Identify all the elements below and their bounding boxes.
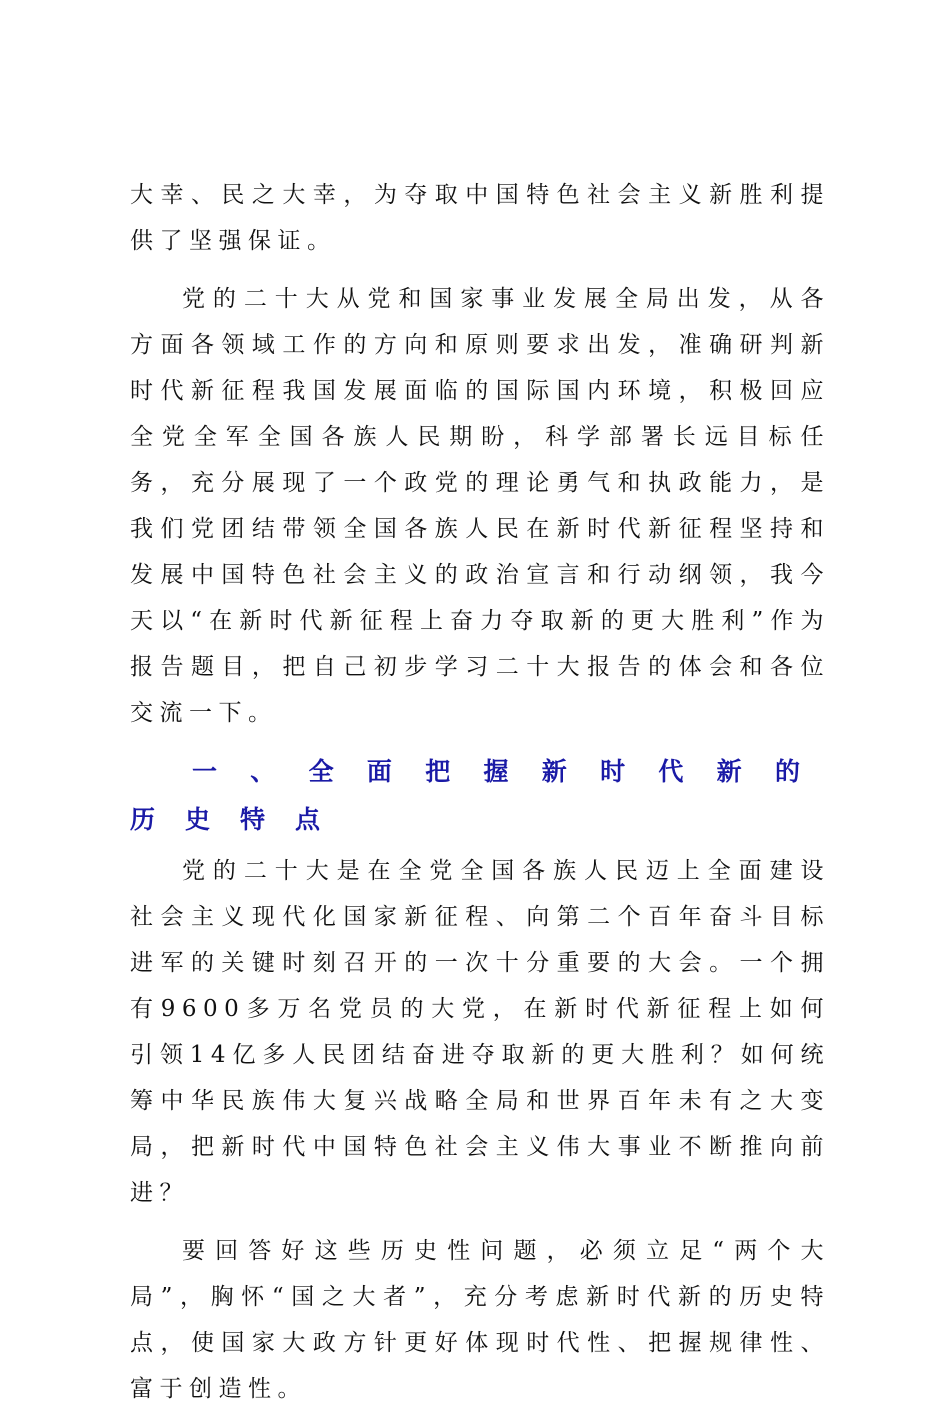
paragraph-2: 党的二十大从党和国家事业发展全局出发，从各方面各领域工作的方向和原则要求出发，准确研判新时代新征程我国发展面临的国际国内环境，积极回应全党全军全国各族人民期盼，科学部署长远目标任务，充分展现了一个政党的理论勇气和执政能力，是我们党团结带领全国各族人民在新时代新征程坚持和发展中国特色社会主义的政治宣言和行动纲领，我今天以“在新时代新征程上奋力夺取新的更大胜利”作为报告题目，把自己初步学习二十大报告的体会和各位交流一下。 bbox=[130, 286, 830, 726]
section-heading-1: 一、全面把握新时代新的历史特点 bbox=[130, 757, 830, 834]
paragraph-4: 要回答好这些历史性问题，必须立足“两个大局”，胸怀“国之大者”，充分考虑新时代新的历史特点，使国家大政方针更好体现时代性、把握规律性、富于创造性。 bbox=[130, 1238, 830, 1402]
document-page bbox=[130, 172, 830, 1412]
paragraph-continuation: 大幸、民之大幸，为夺取中国特色社会主义新胜利提供了坚强保证。 bbox=[130, 182, 830, 254]
paragraph-3: 党的二十大是在全党全国各族人民迈上全面建设社会主义现代化国家新征程、向第二个百年奋斗目标进军的关键时刻召开的一次十分重要的大会。一个拥有9600多万名党员的大党，在新时代新征程上如何引领14亿多人民团结奋进夺取新的更大胜利？如何统筹中华民族伟大复兴战略全局和世界百年未有之大变局，把新时代中国特色社会主义伟大事业不断推向前进？ bbox=[130, 858, 830, 1206]
